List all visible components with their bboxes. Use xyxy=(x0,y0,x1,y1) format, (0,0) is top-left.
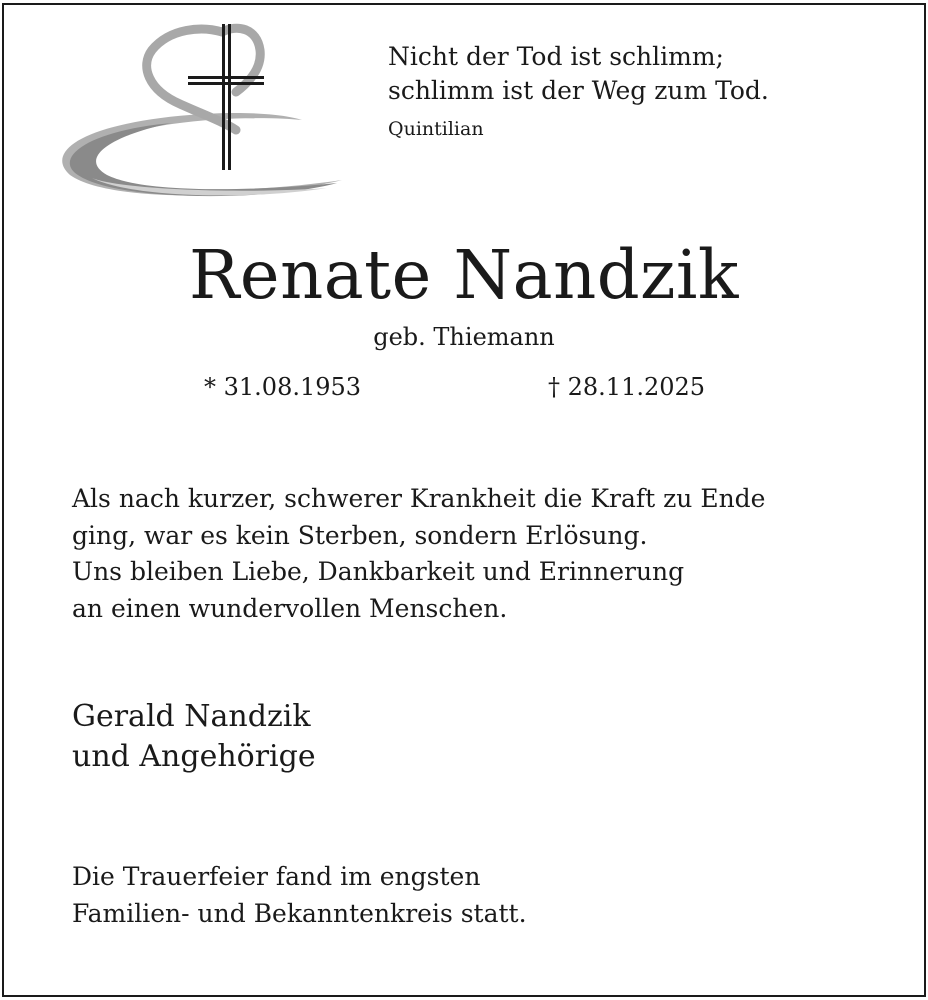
swoosh-rings-icon xyxy=(62,113,342,196)
service-note-line: Familien- und Bekanntenkreis statt. xyxy=(72,898,527,928)
birth-date: * 31.08.1953 xyxy=(204,373,362,401)
quote-author: Quintilian xyxy=(388,118,484,140)
obituary-text-line: Als nach kurzer, schwerer Krankheit die Kraft zu Ende xyxy=(72,484,766,513)
obituary-text xyxy=(72,481,892,627)
epigraph-quote xyxy=(388,40,888,140)
service-note-line: Die Trauerfeier fand im engsten xyxy=(72,862,481,891)
quote-line: Nicht der Tod ist schlimm; xyxy=(388,42,724,71)
obituary-text-line: ging, war es kein Sterben, sondern Erlösung. xyxy=(72,520,648,550)
obituary-text-line: Uns bleiben Liebe, Dankbarkeit und Erinnerung xyxy=(72,557,685,586)
cross-icon xyxy=(188,24,264,170)
mourner-name: und Angehörige xyxy=(72,739,316,774)
death-date: † 28.11.2025 xyxy=(548,373,706,401)
heart-cross-emblem xyxy=(52,20,352,200)
maiden-name: geb. Thiemann xyxy=(373,323,555,351)
mourner-name: Gerald Nandzik xyxy=(72,699,311,734)
deceased-name: Renate Nandzik xyxy=(188,236,739,314)
service-note xyxy=(72,859,892,932)
quote-line: schlimm ist der Weg zum Tod. xyxy=(388,76,769,105)
mourners-signature xyxy=(72,697,892,777)
obituary-text-line: an einen wundervollen Menschen. xyxy=(72,593,508,623)
